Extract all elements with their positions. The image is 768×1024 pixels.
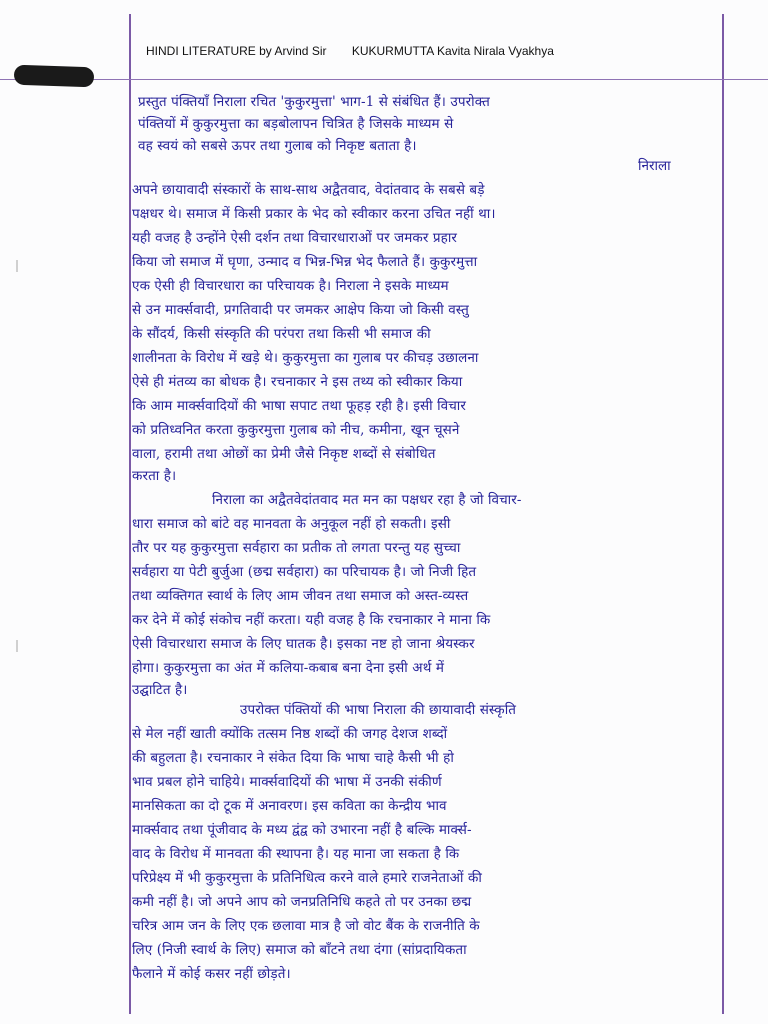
text-line: ऐसे ही मंतव्य का बोधक है। रचनाकार ने इस तथ्य को स्वीकार किया — [132, 374, 463, 390]
text-line: अपने छायावादी संस्कारों के साथ-साथ अद्वैतवाद, वेदांतवाद के सबसे बड़े — [132, 182, 485, 198]
text-line: होगा। कुकुरमुत्ता का अंत में कलिया-कबाब बना देना इसी अर्थ में — [132, 660, 444, 676]
text-line: धारा समाज को बांटे वह मानवता के अनुकूल नहीं हो सकती। इसी — [132, 516, 451, 532]
text-line: तौर पर यह कुकुरमुत्ता सर्वहारा का प्रतीक तो लगता परन्तु यह सुच्चा — [132, 540, 461, 556]
text-line: की बहुलता है। रचनाकार ने संकेत दिया कि भाषा चाहे कैसी भी हो — [132, 750, 454, 766]
text-line: पंक्तियों में कुकुरमुत्ता का बड़बोलापन चित्रित है जिसके माध्यम से — [138, 116, 454, 132]
text-line: चरित्र आम जन के लिए एक छलावा मात्र है जो वोट बैंक के राजनीति के — [132, 918, 480, 934]
text-line: यही वजह है उन्होंने ऐसी दर्शन तथा विचारधाराओं पर जमकर प्रहार — [132, 230, 458, 246]
text-line: लिए (निजी स्वार्थ के लिए) समाज को बाँटने तथा दंगा (सांप्रदायिकता — [132, 942, 467, 958]
text-line: एक ऐसी ही विचारधारा का परिचायक है। निराला ने इसके माध्यम — [132, 278, 449, 294]
text-line: वाला, हरामी तथा ओछों का प्रेमी जैसे निकृष्ट शब्दों से संबोधित — [132, 446, 436, 462]
text-line: फैलाने में कोई कसर नहीं छोड़ते। — [132, 966, 291, 982]
text-line: ऐसी विचारधारा समाज के लिए घातक है। इसका नष्ट हो जाना श्रेयस्कर — [132, 636, 475, 652]
text-line: किया जो समाज में घृणा, उन्माद व भिन्न-भिन्न भेद फैलाते हैं। कुकुरमुत्ता — [132, 254, 478, 270]
text-line: से उन मार्क्सवादी, प्रगतिवादी पर जमकर आक्षेप किया जो किसी वस्तु — [132, 302, 469, 318]
text-line: करता है। — [132, 468, 177, 484]
text-line: वाद के विरोध में मानवता की स्थापना है। यह माना जा सकता है कि — [132, 846, 460, 862]
text-line: कर देने में कोई संकोच नहीं करता। यही वजह है कि रचनाकार ने माना कि — [132, 612, 491, 628]
text-line: निराला का अद्वैतवेदांतवाद मत मन का पक्षधर रहा है जो विचार- — [212, 492, 522, 508]
text-line: शालीनता के विरोध में खड़े थे। कुकुरमुत्ता का गुलाब पर कीचड़ उछालना — [132, 350, 479, 366]
text-line: भाव प्रबल होने चाहिये। मार्क्सवादियों की भाषा में उनकी संकीर्ण — [132, 774, 442, 790]
text-line: मार्क्सवाद तथा पूंजीवाद के मध्य द्वंद्व को उभारना नहीं है बल्कि मार्क्स- — [132, 822, 472, 838]
margin-annotation: निराला — [638, 158, 671, 174]
text-line: कमी नहीं है। जो अपने आप को जनप्रतिनिधि कहते तो पर उनका छद्म — [132, 894, 472, 910]
text-line: के सौंदर्य, किसी संस्कृति की परंपरा तथा किसी भी समाज की — [132, 326, 431, 342]
text-line: कि आम मार्क्सवादियों की भाषा सपाट तथा फूहड़ रही है। इसी विचार — [132, 398, 466, 414]
text-line: से मेल नहीं खाती क्योंकि तत्सम निष्ठ शब्दों की जगह देशज शब्दों — [132, 726, 448, 742]
text-line: मानसिकता का दो टूक में अनावरण। इस कविता का केन्द्रीय भाव — [132, 798, 447, 814]
text-line: प्रस्तुत पंक्तियाँ निराला रचित 'कुकुरमुत्ता' भाग-1 से संबंधित हैं। उपरोक्त — [138, 94, 490, 110]
header-subject: KUKURMUTTA Kavita Nirala Vyakhya — [351, 44, 554, 58]
text-line: पक्षधर थे। समाज में किसी प्रकार के भेद को स्वीकार करना उचित नहीं था। — [132, 206, 496, 222]
text-line: वह स्वयं को सबसे ऊपर तथा गुलाब को निकृष्ट बताता है। — [138, 138, 417, 154]
text-line: सर्वहारा या पेटी बुर्जुआ (छद्म सर्वहारा) का परिचायक है। जो निजी हित — [132, 564, 477, 580]
text-line: परिप्रेक्ष्य में भी कुकुरमुत्ता के प्रतिनिधित्व करने वाले हमारे राजनेताओं की — [132, 870, 482, 886]
text-line: को प्रतिध्वनित करता कुकुरमुत्ता गुलाब को नीच, कमीना, खून चूसने — [132, 422, 460, 438]
text-line: तथा व्यक्तिगत स्वार्थ के लिए आम जीवन तथा समाज को अस्त-व्यस्त — [132, 588, 469, 604]
text-line: उद्घाटित है। — [132, 682, 188, 698]
header-title: HINDI LITERATURE by Arvind Sir — [146, 44, 327, 58]
text-line: उपरोक्त पंक्तियों की भाषा निराला की छायावादी संस्कृति — [240, 702, 517, 718]
